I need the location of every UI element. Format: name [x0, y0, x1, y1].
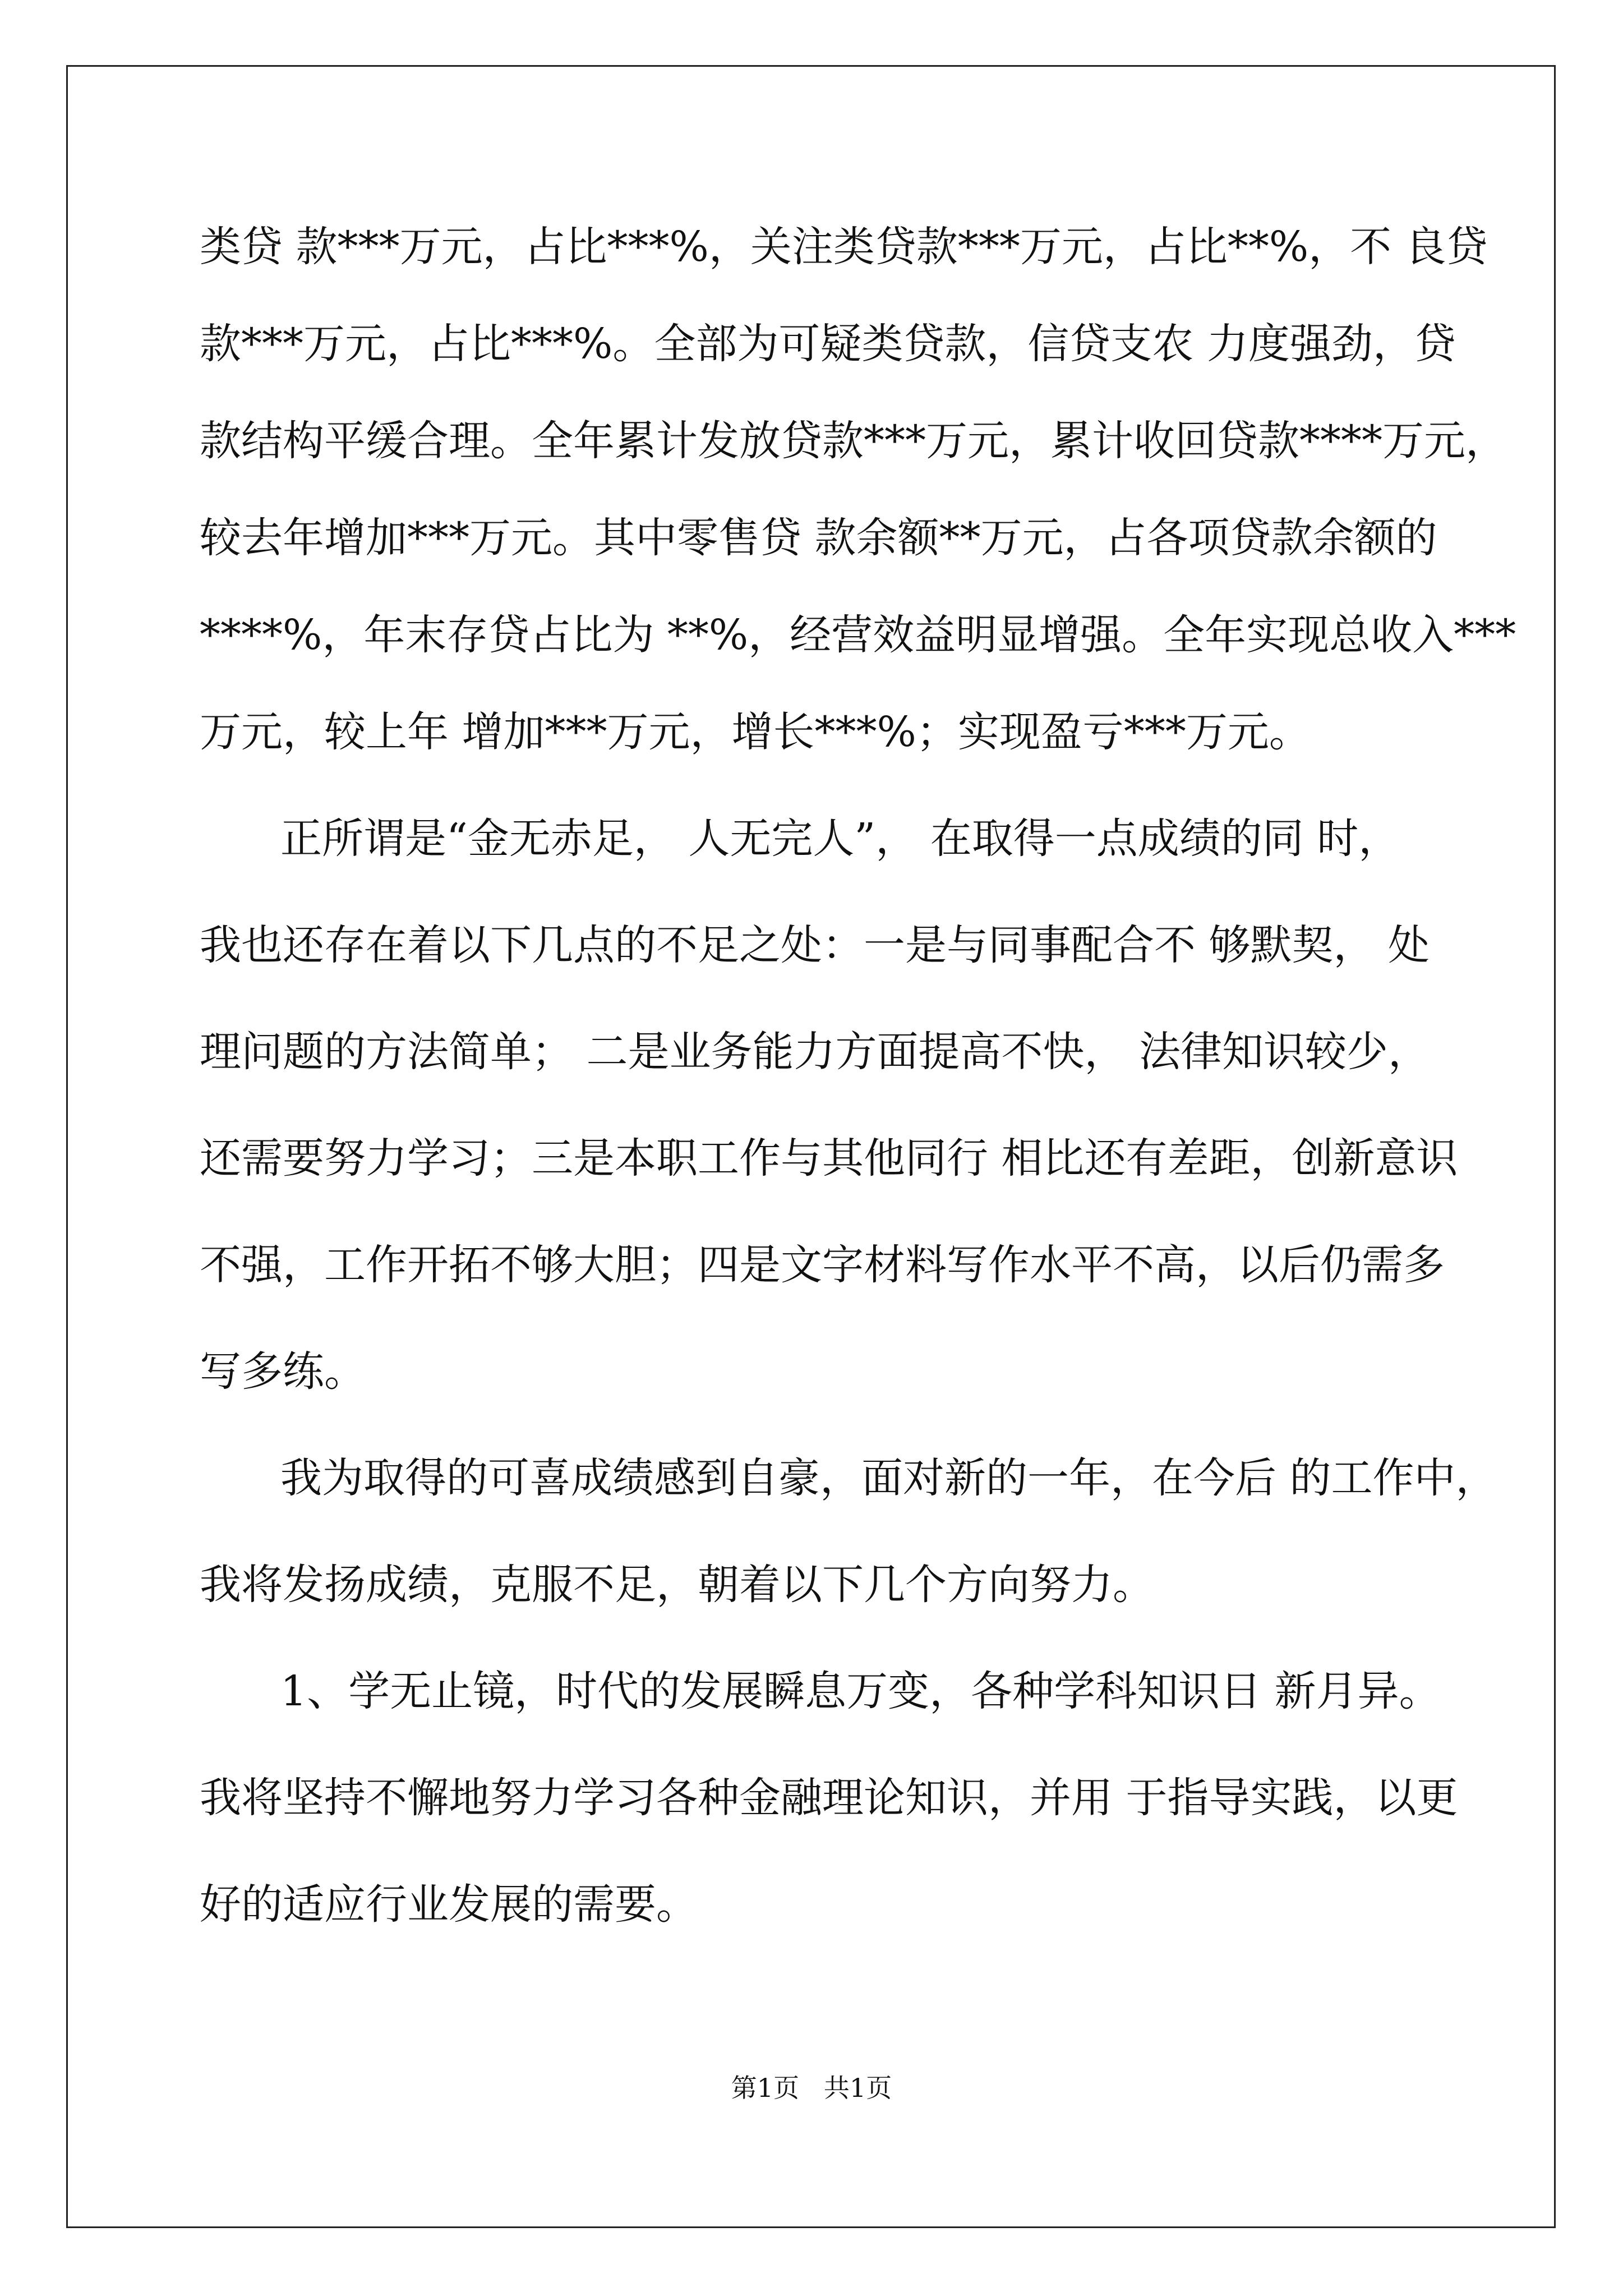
text-line: 款结构平缓合理。全年累计发放贷款***万元，累计收回贷款****万元，: [200, 417, 1507, 465]
text-line: 较去年增加***万元。其中零售贷 款余额**万元，占各项贷款余额的: [200, 514, 1437, 562]
text-line: 我也还存在着以下几点的不足之处：一是与同事配合不 够默契， 处: [200, 921, 1430, 969]
text-line: 1、学无止镜，时代的发展瞬息万变，各种学科知识日 新月异。: [280, 1667, 1441, 1715]
text-line: 不强，工作开拓不够大胆；四是文字材料写作水平不高，以后仍需多: [200, 1241, 1445, 1289]
page-number-footer: 第1页 共1页: [731, 2073, 892, 2103]
text-line: 理问题的方法简单； 二是业务能力方面提高不快， 法律知识较少，: [200, 1028, 1430, 1076]
text-line: 款***万元，占比***%。全部为可疑类贷款，信贷支农 力度强劲，贷: [200, 320, 1456, 368]
text-line: 我将发扬成绩，克服不足，朝着以下几个方向努力。: [200, 1561, 1154, 1609]
text-line: ****%，年末存贷占比为 **%，经营效益明显增强。全年实现总收入***: [200, 611, 1516, 659]
text-line: 万元，较上年 增加***万元，增长***%；实现盈亏***万元。: [200, 708, 1311, 756]
text-line: 还需要努力学习；三是本职工作与其他同行 相比还有差距，创新意识: [200, 1134, 1458, 1182]
text-line: 我将坚持不懈地努力学习各种金融理论知识，并用 于指导实践，以更: [200, 1774, 1458, 1822]
text-line: 正所谓是“金无赤足， 人无完人”， 在取得一点成绩的同 时，: [280, 815, 1400, 863]
text-line: 我为取得的可喜成绩感到自豪，面对新的一年，在今后 的工作中，: [280, 1454, 1497, 1502]
text-line: 写多练。: [200, 1347, 366, 1396]
text-line: 类贷 款***万元，占比***%，关注类贷款***万元，占比**%，不 良贷: [200, 223, 1488, 271]
text-line: 好的适应行业发展的需要。: [200, 1880, 698, 1929]
